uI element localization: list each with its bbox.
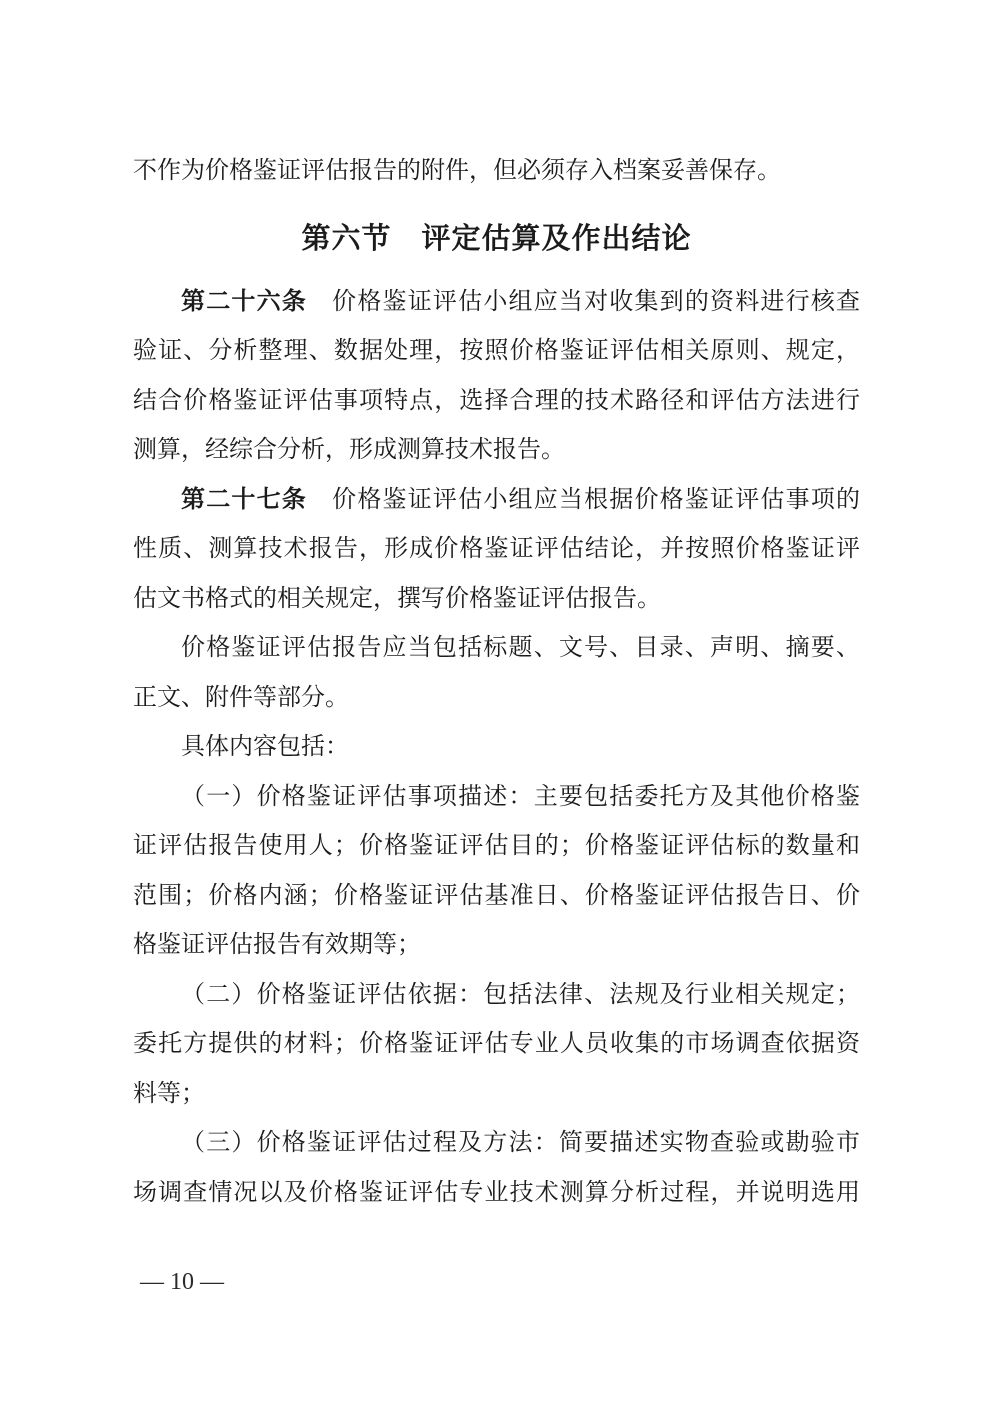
document-line: 性质、测算技术报告，形成价格鉴证评估结论，并按照价格鉴证评 bbox=[133, 536, 860, 562]
document-line: 验证、分析整理、数据处理，按照价格鉴证评估相关原则、规定， bbox=[133, 338, 860, 364]
page-footer bbox=[140, 1266, 224, 1298]
document-line: （一）价格鉴证评估事项描述：主要包括委托方及其他价格鉴 bbox=[181, 783, 860, 810]
section-heading: 第六节 评定估算及作出结论 bbox=[301, 222, 692, 255]
document-line: 范围；价格内涵；价格鉴证评估基准日、价格鉴证评估报告日、价 bbox=[133, 882, 860, 909]
document-line: 估文书格式的相关规定，撰写价格鉴证评估报告。 bbox=[133, 585, 661, 612]
document-line: （三）价格鉴证评估过程及方法：简要描述实物查验或勘验市 bbox=[181, 1130, 860, 1156]
document-line: 具体内容包括： bbox=[181, 734, 349, 760]
document-line: 价格鉴证评估报告应当包括标题、文号、目录、声明、摘要、 bbox=[181, 635, 860, 661]
document-line: （二）价格鉴证评估依据：包括法律、法规及行业相关规定； bbox=[181, 981, 860, 1008]
document-line: 格鉴证评估报告有效期等； bbox=[133, 932, 421, 958]
article-number: 第二十七条 bbox=[181, 486, 307, 513]
line-text: 价格鉴证评估小组应当根据价格鉴证评估事项的 bbox=[306, 486, 860, 513]
document-line: 结合价格鉴证评估事项特点，选择合理的技术路径和评估方法进行 bbox=[133, 387, 860, 414]
document-line: 正文、附件等部分。 bbox=[133, 684, 349, 711]
document-line: 委托方提供的材料；价格鉴证评估专业人员收集的市场调查依据资 bbox=[133, 1031, 860, 1057]
line-text: 价格鉴证评估小组应当对收集到的资料进行核查 bbox=[306, 288, 860, 315]
document-line: 测算，经综合分析，形成测算技术报告。 bbox=[133, 437, 565, 463]
page-number: — 10 — bbox=[140, 1269, 224, 1295]
document-line bbox=[133, 278, 860, 328]
document-line: 场调查情况以及价格鉴证评估专业技术测算分析过程，并说明选用 bbox=[133, 1179, 860, 1206]
document-line: 料等； bbox=[133, 1080, 205, 1107]
article-number: 第二十六条 bbox=[181, 288, 307, 315]
document-line: 不作为价格鉴证评估报告的附件，但必须存入档案妥善保存。 bbox=[133, 158, 781, 184]
document-line: 证评估报告使用人；价格鉴证评估目的；价格鉴证评估标的数量和 bbox=[133, 833, 860, 859]
document-line bbox=[133, 476, 860, 526]
document-body bbox=[133, 147, 860, 1218]
